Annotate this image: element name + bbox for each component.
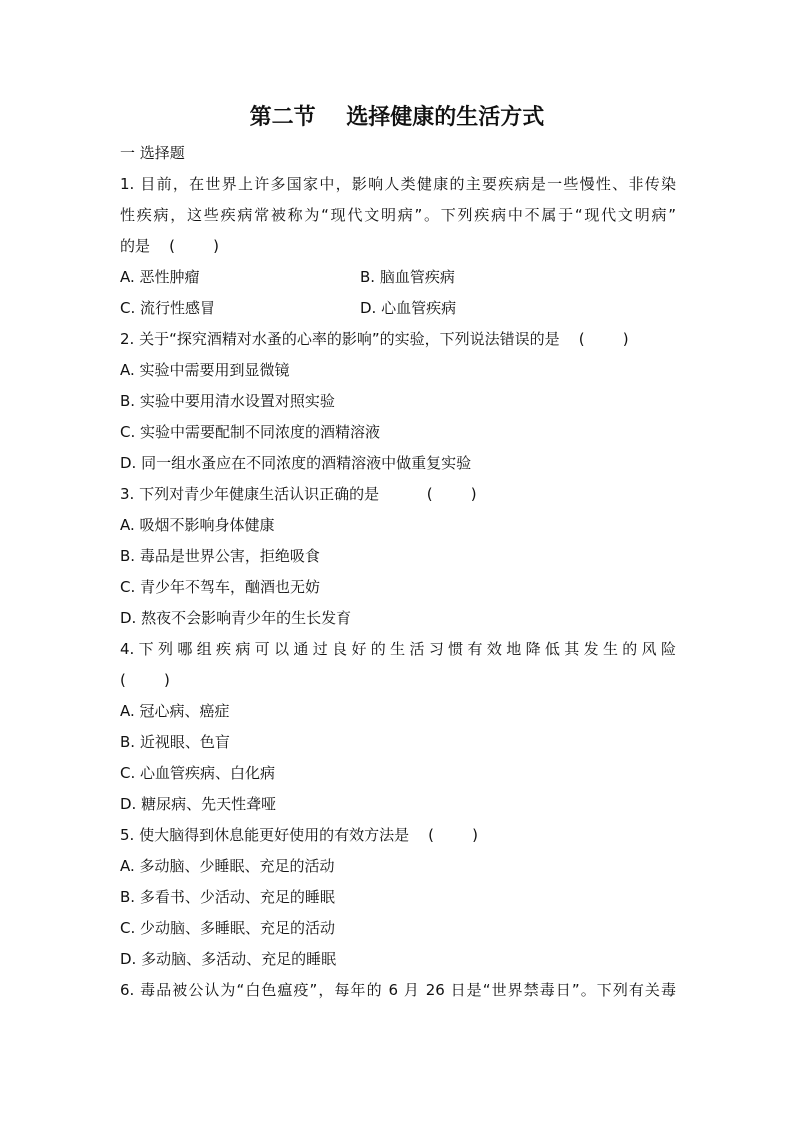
question-4	[120, 634, 676, 820]
question-3-option-b: B. 毒品是世界公害，拒绝吸食	[120, 547, 320, 565]
question-3-option-d: D. 熬夜不会影响青少年的生长发育	[120, 609, 352, 627]
question-4-option-d: D. 糖尿病、先天性聋哑	[120, 795, 277, 813]
question-2-option-b: B. 实验中要用清水设置对照实验	[120, 392, 335, 410]
question-1-stem-line-1: 1. 目前，在世界上许多国家中，影响人类健康的主要疾病是一些慢性、非传染	[120, 175, 676, 193]
question-5	[120, 820, 676, 975]
page-title: 第二节 选择健康的生活方式	[249, 104, 545, 130]
question-6	[120, 975, 676, 1006]
question-4-option-a: A. 冠心病、癌症	[120, 702, 230, 720]
question-2-option-a: A. 实验中需要用到显微镜	[120, 361, 290, 379]
question-1-option-b: B. 脑血管疾病	[360, 268, 455, 286]
question-1-option-c: C. 流行性感冒	[120, 299, 216, 317]
question-2-option-d: D. 同一组水蚤应在不同浓度的酒精溶液中做重复实验	[120, 454, 472, 472]
question-list	[120, 138, 676, 1006]
question-3-option-c: C. 青少年不驾车，酗酒也无妨	[120, 578, 321, 596]
question-4-option-b: B. 近视眼、色盲	[120, 733, 230, 751]
question-2-option-c: C. 实验中需要配制不同浓度的酒精溶液	[120, 423, 381, 441]
question-1-stem-line-2: 性疾病，这些疾病常被称为“现代文明病”。下列疾病中不属于“现代文明病”	[120, 206, 676, 224]
question-1	[120, 169, 676, 324]
question-6-stem-line-1: 6. 毒品被公认为“白色瘟疫”，每年的 6 月 26 日是“世界禁毒日”。下列有关毒	[120, 981, 676, 999]
question-1-option-a: A. 恶性肿瘤	[120, 268, 200, 286]
question-5-option-a: A. 多动脑、少睡眠、充足的活动	[120, 857, 335, 875]
section-heading: 一 选择题	[120, 144, 185, 162]
question-2-stem: 2. 关于“探究酒精对水蚤的心率的影响”的实验，下列说法错误的是 ( )	[120, 330, 629, 348]
question-5-option-d: D. 多动脑、多活动、充足的睡眠	[120, 950, 337, 968]
question-2	[120, 324, 676, 479]
question-5-option-b: B. 多看书、少活动、充足的睡眠	[120, 888, 335, 906]
question-3-stem: 3. 下列对青少年健康生活认识正确的是 ( )	[120, 485, 477, 503]
question-5-option-c: C. 少动脑、多睡眠、充足的活动	[120, 919, 336, 937]
question-4-stem-line-2: ( )	[120, 671, 170, 689]
question-1-options-row-2	[120, 293, 676, 324]
question-5-stem: 5. 使大脑得到休息能更好使用的有效方法是 ( )	[120, 826, 479, 844]
question-1-option-d: D. 心血管疾病	[360, 299, 457, 317]
question-1-stem-line-3: 的是 ( )	[120, 237, 219, 255]
question-3	[120, 479, 676, 634]
question-4-option-c: C. 心血管疾病、白化病	[120, 764, 276, 782]
question-4-stem-line-1: 4.下列哪组疾病可以通过良好的生活习惯有效地降低其发生的风险	[120, 640, 676, 658]
question-3-option-a: A. 吸烟不影响身体健康	[120, 516, 275, 534]
question-1-options-row-1	[120, 262, 676, 293]
